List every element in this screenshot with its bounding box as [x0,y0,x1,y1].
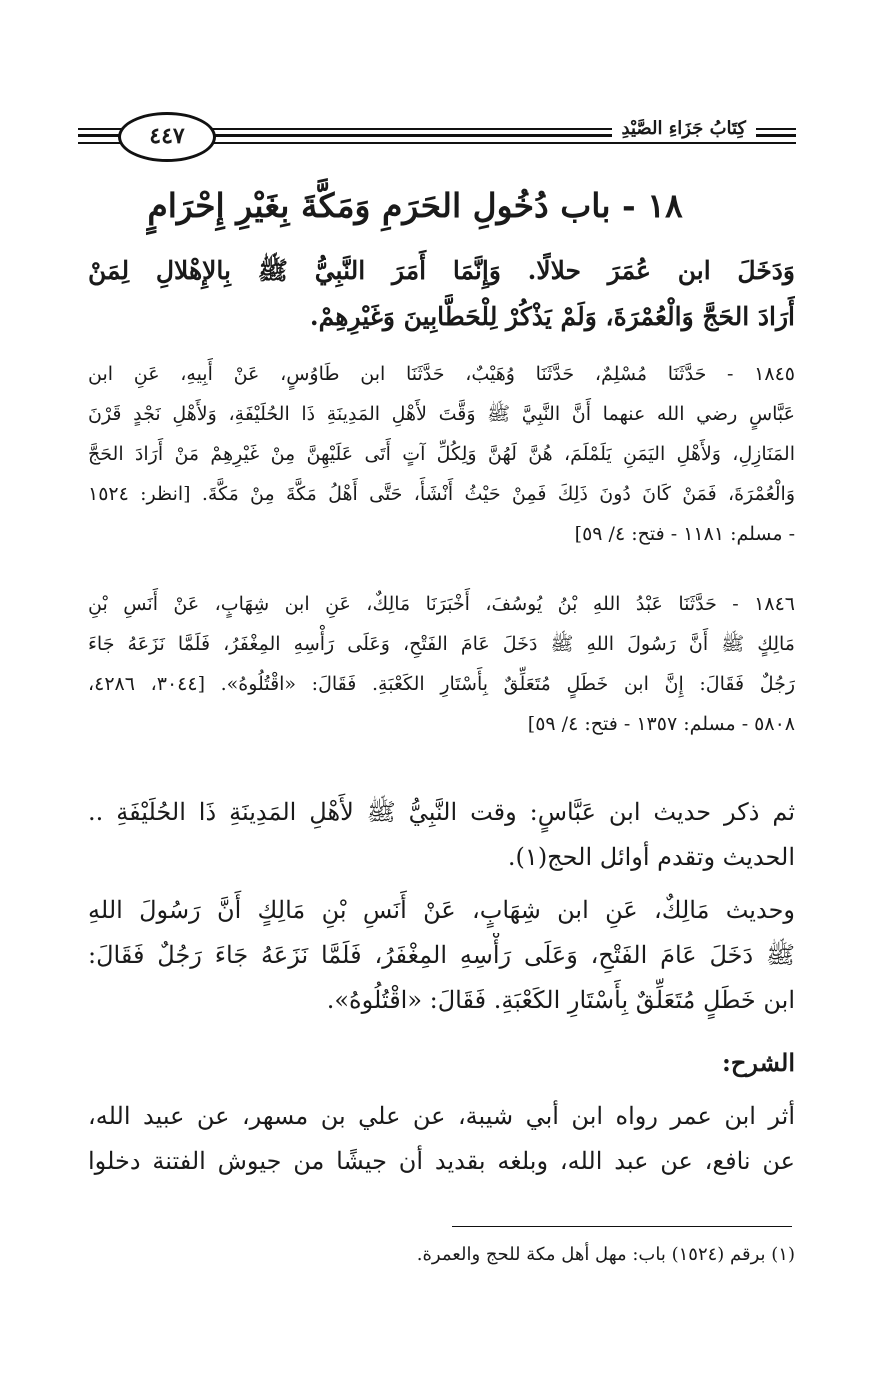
page-number: ٤٤٧ [118,112,216,162]
hadith-1845 [88,354,795,554]
text-line: وَالْعُمْرَةَ، فَمَنْ كَانَ دُونَ ذَلِكَ فَمِنْ حَيْثُ أَنْشَأَ، حَتَّى أَهْلُ مَكَّةَ مِنْ مَكَّةَ. [انظر: ١٥٢٤ [88,483,795,505]
book-title: كِتَابُ جَزَاءِ الصَّيْدِ [612,118,756,139]
chapter-intro [88,248,795,340]
running-header [78,112,796,162]
text-line: أَرَادَ الحَجَّ وَالْعُمْرَةَ، وَلَمْ يَذْكُرْ لِلْحَطَّابِينَ وَغَيْرِهِمْ. [309,302,795,331]
hadith-1846 [88,584,795,744]
text-line: عَبَّاسٍ رضي الله عنهما أَنَّ النَّبِيَّ ﷺ وَقَّتَ لأَهْلِ المَدِينَةِ ذَا الحُلَيْفَةِ، وَلأَهْلِ نَجْدٍ قَرْنَ [88,403,795,425]
footnote: (١) برقم (١٥٢٤) باب: مهل أهل مكة للحج والعمرة. [416,1244,795,1265]
text-line: أثر ابن عمر رواه ابن أبي شيبة، عن علي بن مسهر، عن عبيد الله، [88,1102,795,1130]
text-line: عن نافع، عن عبد الله، وبلغه بقديد أن جيشًا من جيوش الفتنة دخلوا [88,1147,795,1175]
text-line: المَنَازِلِ، وَلأَهْلِ اليَمَنِ يَلَمْلَمَ، هُنَّ لَهُنَّ وَلِكُلِّ آتٍ أَتَى عَلَيْهِنَّ مِنْ غَيْرِهِمْ مَنْ أَرَادَ الحَجَّ [88,443,795,465]
text-line: ١٨٤٥ - حَدَّثَنَا مُسْلِمٌ، حَدَّثَنَا وُهَيْبٌ، حَدَّثَنَا ابن طَاوُسٍ، عَنْ أَبِيهِ، عَنِ ابن [88,363,795,385]
text-line: - مسلم: ١١٨١ - فتح: ٤/ ٥٩] [574,523,795,545]
text-line: ١٨٤٦ - حَدَّثَنَا عَبْدُ اللهِ بْنُ يُوسُفَ، أَخْبَرَنَا مَالِكٌ، عَنِ ابن شِهَابٍ، عَنْ أَنَسِ بْنِ [88,593,795,615]
text-line: الحديث وتقدم أوائل الحج(١). [507,843,795,871]
sharh-paragraph [88,1094,795,1184]
text-line: ابن خَطَلٍ مُتَعَلِّقٌ بِأَسْتَارِ الكَعْبَةِ. فَقَالَ: «اقْتُلُوهُ». [326,986,795,1014]
text-line: مَالِكٍ ﷺ أَنَّ رَسُولَ اللهِ ﷺ دَخَلَ عَامَ الفَتْحِ، وَعَلَى رَأْسِهِ المِغْفَرُ، فَلَمَّا نَزَعَهُ جَاءَ [88,633,795,655]
commentary-paragraph [88,790,795,880]
text-line: رَجُلٌ فَقَالَ: إِنَّ ابن خَطَلٍ مُتَعَلِّقٌ بِأَسْتَارِ الكَعْبَةِ. فَقَالَ: «اقْتُلُوهُ». [٣٠٤٤، ٤٢٨٦، [88,673,795,695]
text-line: وَدَخَلَ ابن عُمَرَ حلالًا. وَإِنَّمَا أَمَرَ النَّبِيُّ ﷺ بِالإِهْلالِ لِمَنْ [88,256,795,285]
footnote-separator [452,1226,792,1227]
text-line: ﷺ دَخَلَ عَامَ الفَتْحِ، وَعَلَى رَأْسِهِ المِغْفَرُ، فَلَمَّا نَزَعَهُ جَاءَ رَجُلٌ فَقَالَ: [88,941,795,969]
sharh-heading: الشرح: [722,1048,795,1077]
chapter-title: ١٨ - باب دُخُولِ الحَرَمِ وَمَكَّةَ بِغَيْرِ إِحْرَامٍ [147,186,683,225]
commentary-paragraph [88,888,795,1023]
text-line: ٥٨٠٨ - مسلم: ١٣٥٧ - فتح: ٤/ ٥٩] [527,713,795,735]
text-line: وحديث مَالِكٌ، عَنِ ابن شِهَابٍ، عَنْ أَنَسِ بْنِ مَالِكٍ أَنَّ رَسُولَ اللهِ [88,896,795,924]
text-line: ثم ذكر حديث ابن عَبَّاسٍ: وقت النَّبِيُّ ﷺ لأَهْلِ المَدِينَةِ ذَا الحُلَيْفَةِ .. [88,798,795,826]
